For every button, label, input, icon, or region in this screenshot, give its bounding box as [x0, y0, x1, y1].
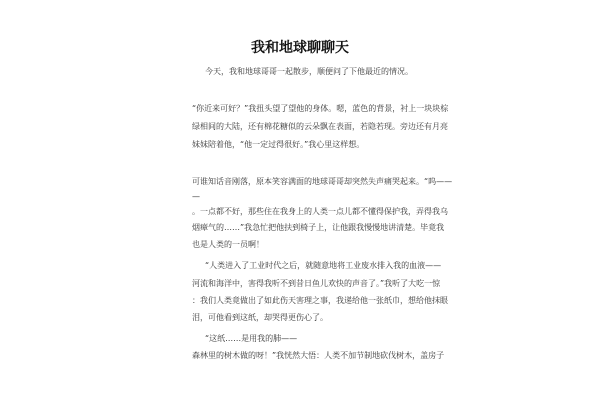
paragraph-line: 可谁知话音刚落，原本笑容满面的地球哥哥却突然失声痛哭起来。“呜——	[192, 177, 453, 186]
paragraph-line: 烟瘴气的……”我急忙把他扶到椅子上，让他跟我慢慢地讲清楚。毕竟我	[192, 223, 445, 232]
article-title: 我和地球聊聊天	[251, 40, 349, 56]
paragraph-line: 也是人类的一员啊！	[192, 240, 264, 249]
paragraph-line: “人类进入了工业时代之后，就随意地将工业废水排入我的血液——	[205, 261, 442, 270]
paragraph-line: 今天，我和地球哥哥一起散步，顺便问了下他最近的情况。	[205, 67, 413, 76]
paragraph-line: 。一点都不好，那些住在我身上的人类一点儿都不懂得保护我，弄得我乌	[192, 207, 448, 216]
paragraph-line: “你近来可好？”我扭头望了望他的身体。嗯，蓝色的背景，衬上一块块棕	[192, 104, 449, 113]
paragraph-line: 妹妹陪着他，“他一定过得很好。”我心里这样想。	[192, 140, 365, 149]
paragraph-line: 河流和海洋中，害得我听不到昔日鱼儿欢快的声音了。”我听了大吃一惊	[192, 279, 441, 288]
paragraph-line: —	[192, 192, 200, 201]
paragraph-line: 泪，可他看到这纸，却哭得更伤心了。	[192, 313, 328, 322]
paragraph-line: 绿相间的大陆，还有棉花糖似的云朵飘在表面，若隐若现。旁边还有月亮	[192, 122, 448, 131]
paragraph-line: 森林里的树木做的呀！”我恍然大悟：人类不加节制地砍伐树木，盖房子	[192, 351, 445, 360]
paragraph-line: “这纸……是用我的肺——	[205, 334, 298, 343]
paragraph-line: ：我们人类竟做出了如此伤天害理之事，我递给他一张纸巾，想给他抹眼	[192, 296, 448, 305]
